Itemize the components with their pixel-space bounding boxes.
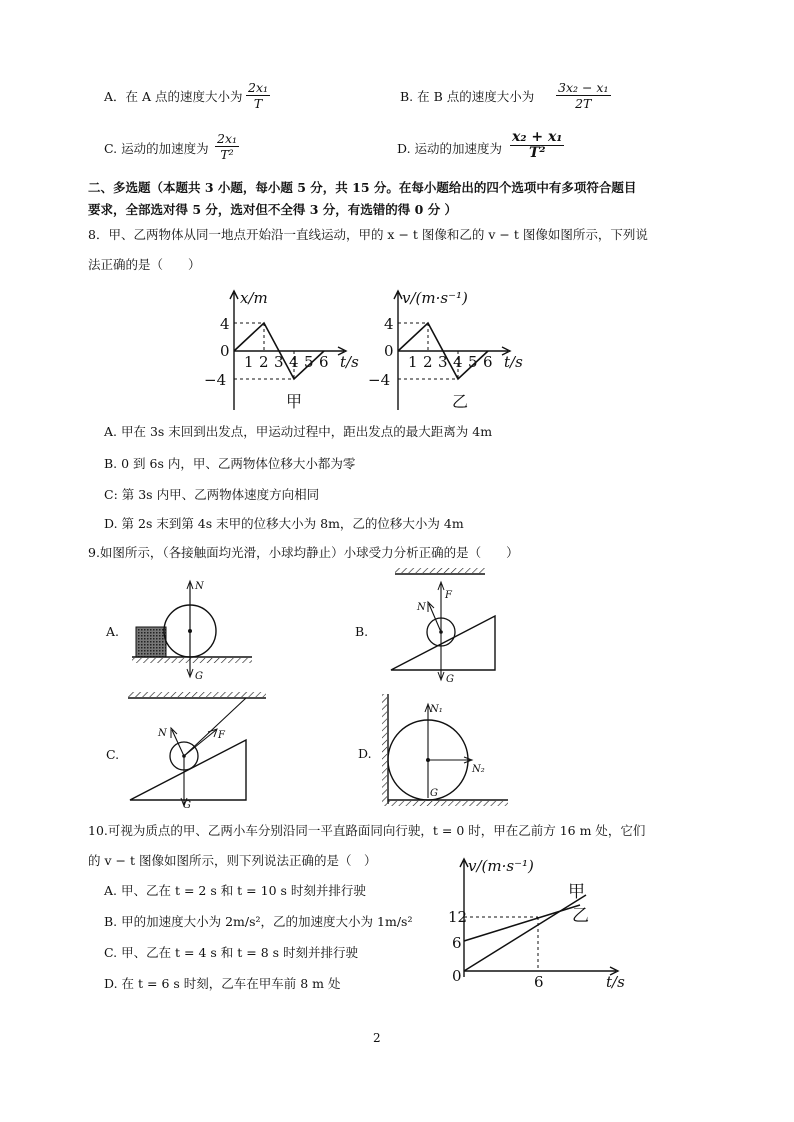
q9-figure-c [126, 692, 276, 811]
q8-jia-caption: 甲 [286, 392, 303, 411]
q9-a-label-n: N [195, 581, 204, 592]
q9-d-label-n1: N₁ [430, 704, 443, 715]
q7-option-d-fraction: $\frac{\text{x₂ + x₁}}{\text{T²}}$ [512, 129, 563, 161]
q8-jia-ytick-neg4: −4 [204, 371, 227, 389]
q8-yi-ytick-4: 4 [384, 315, 394, 333]
q7-option-c: C. 运动的加速度为 [104, 141, 209, 156]
q8-jia-ytick-4: 4 [220, 315, 230, 333]
q8-yi-xlabel: t/s [504, 353, 523, 371]
q8-graph-jia [200, 285, 359, 415]
q8-stem-line2: 法正确的是（ ） [88, 257, 201, 272]
q8-graph-yi [364, 285, 523, 415]
q8-jia-xtick: 4 [289, 353, 299, 371]
q10-series-jia: 甲 [568, 882, 585, 902]
q9-figure-a [132, 575, 272, 685]
q9-b-label-g: G [446, 674, 454, 685]
q8-yi-ytick-neg4: −4 [368, 371, 391, 389]
q7-option-d: D. 运动的加速度为 [397, 141, 503, 156]
q9-d-label-g: G [430, 788, 438, 799]
q9-option-c: C. [106, 747, 120, 762]
q9-figure-d [378, 692, 518, 812]
q10-ytick-12: 12 [448, 908, 468, 926]
q9-stem: 9.如图所示，（各接触面均光滑，小球均静止）小球受力分析正确的是（ ） [88, 545, 519, 560]
q9-b-label-n: N [417, 602, 426, 613]
q10-series-yi: 乙 [572, 906, 589, 926]
q9-option-b: B. [355, 624, 369, 639]
q10-ytick-6: 6 [452, 934, 462, 952]
q8-stem-line1: 8．甲、乙两物体从同一地点开始沿一直线运动，甲的 x − t 图像和乙的 v − t 图像如图所示，下列说 [88, 227, 648, 242]
section-heading-line1: 二、多选题（本题共 3 小题，每小题 5 分，共 15 分。在每小题给出的四个选项中有多项符合题目 [88, 180, 637, 195]
q10-stem-line2: 的 v − t 图像如图所示，则下列说法正确的是（ ） [88, 853, 377, 868]
q8-jia-xlabel: t/s [340, 353, 359, 371]
q8-yi-ytick-0: 0 [384, 342, 394, 360]
q8-yi-xtick: 4 [453, 353, 463, 371]
q9-c-label-n: N [158, 728, 167, 739]
q8-yi-ylabel: v/(m·s⁻¹) [402, 289, 468, 307]
q9-d-label-n2: N₂ [472, 764, 485, 775]
q8-option-a: A. 甲在 3s 末回到出发点，甲运动过程中，距出发点的最大距离为 4m [104, 424, 493, 439]
q7-option-a-fraction: $\frac{\text{2x₁}}{T}$ [248, 80, 269, 111]
q7-option-c-fraction: $\frac{\text{2x₁}}{\text{T²}}$ [217, 131, 238, 162]
q8-jia-ytick-0: 0 [220, 342, 230, 360]
q9-a-label-g: G [195, 671, 203, 682]
q7-option-a: A．在 A 点的速度大小为 [104, 89, 243, 104]
q9-b-label-f: F [445, 590, 452, 601]
q8-yi-xtick: 1 [408, 353, 418, 371]
q7-option-b-fraction: $\frac{\text{3x₂ − x₁}}{2T}$ [558, 80, 609, 111]
q9-option-a: A. [106, 624, 120, 639]
q10-option-b: B. 甲的加速度大小为 2m/s²，乙的加速度大小为 1m/s² [104, 914, 413, 929]
q9-option-d: D. [358, 746, 372, 761]
page-number: 2 [373, 1031, 381, 1045]
q8-yi-xtick: 5 [468, 353, 478, 371]
q10-option-d: D. 在 t = 6 s 时刻，乙车在甲车前 8 m 处 [104, 976, 341, 991]
q10-stem-line1: 10.可视为质点的甲、乙两小车分别沿同一平直路面同向行驶，t = 0 时，甲在乙前方 16 m 处，它们 [88, 823, 646, 838]
q10-graph [448, 855, 633, 990]
q8-jia-xtick: 3 [274, 353, 284, 371]
q8-option-d: D. 第 2s 末到第 4s 末甲的位移大小为 8m，乙的位移大小为 4m [104, 516, 464, 531]
q9-c-label-g: G [183, 800, 191, 811]
q8-option-c: C: 第 3s 内甲、乙两物体速度方向相同 [104, 487, 320, 502]
q8-jia-xtick: 5 [304, 353, 314, 371]
q10-origin: 0 [452, 967, 462, 985]
q9-c-label-f: F [218, 730, 225, 741]
q8-yi-xtick: 3 [438, 353, 448, 371]
q10-option-c: C. 甲、乙在 t = 4 s 和 t = 8 s 时刻并排行驶 [104, 945, 359, 960]
q7-option-b: B. 在 B 点的速度大小为 [400, 89, 535, 104]
q8-jia-xtick: 6 [319, 353, 329, 371]
q8-jia-ylabel: x/m [240, 289, 268, 307]
section-heading-line2: 要求，全部选对得 5 分，选对但不全得 3 分，有选错的得 0 分 ） [88, 202, 458, 217]
q8-jia-xtick: 1 [244, 353, 254, 371]
q10-option-a: A. 甲、乙在 t = 2 s 和 t = 10 s 时刻并排行驶 [104, 883, 366, 898]
q10-ylabel: v/(m·s⁻¹) [468, 857, 534, 875]
q10-xtick-6: 6 [534, 973, 544, 991]
q8-yi-caption: 乙 [452, 392, 469, 411]
q8-option-b: B. 0 到 6s 内，甲、乙两物体位移大小都为零 [104, 456, 356, 471]
q10-xlabel: t/s [606, 973, 625, 991]
q8-yi-xtick: 2 [423, 353, 433, 371]
q9-figure-b [385, 568, 505, 683]
q8-jia-xtick: 2 [259, 353, 269, 371]
q8-yi-xtick: 6 [483, 353, 493, 371]
